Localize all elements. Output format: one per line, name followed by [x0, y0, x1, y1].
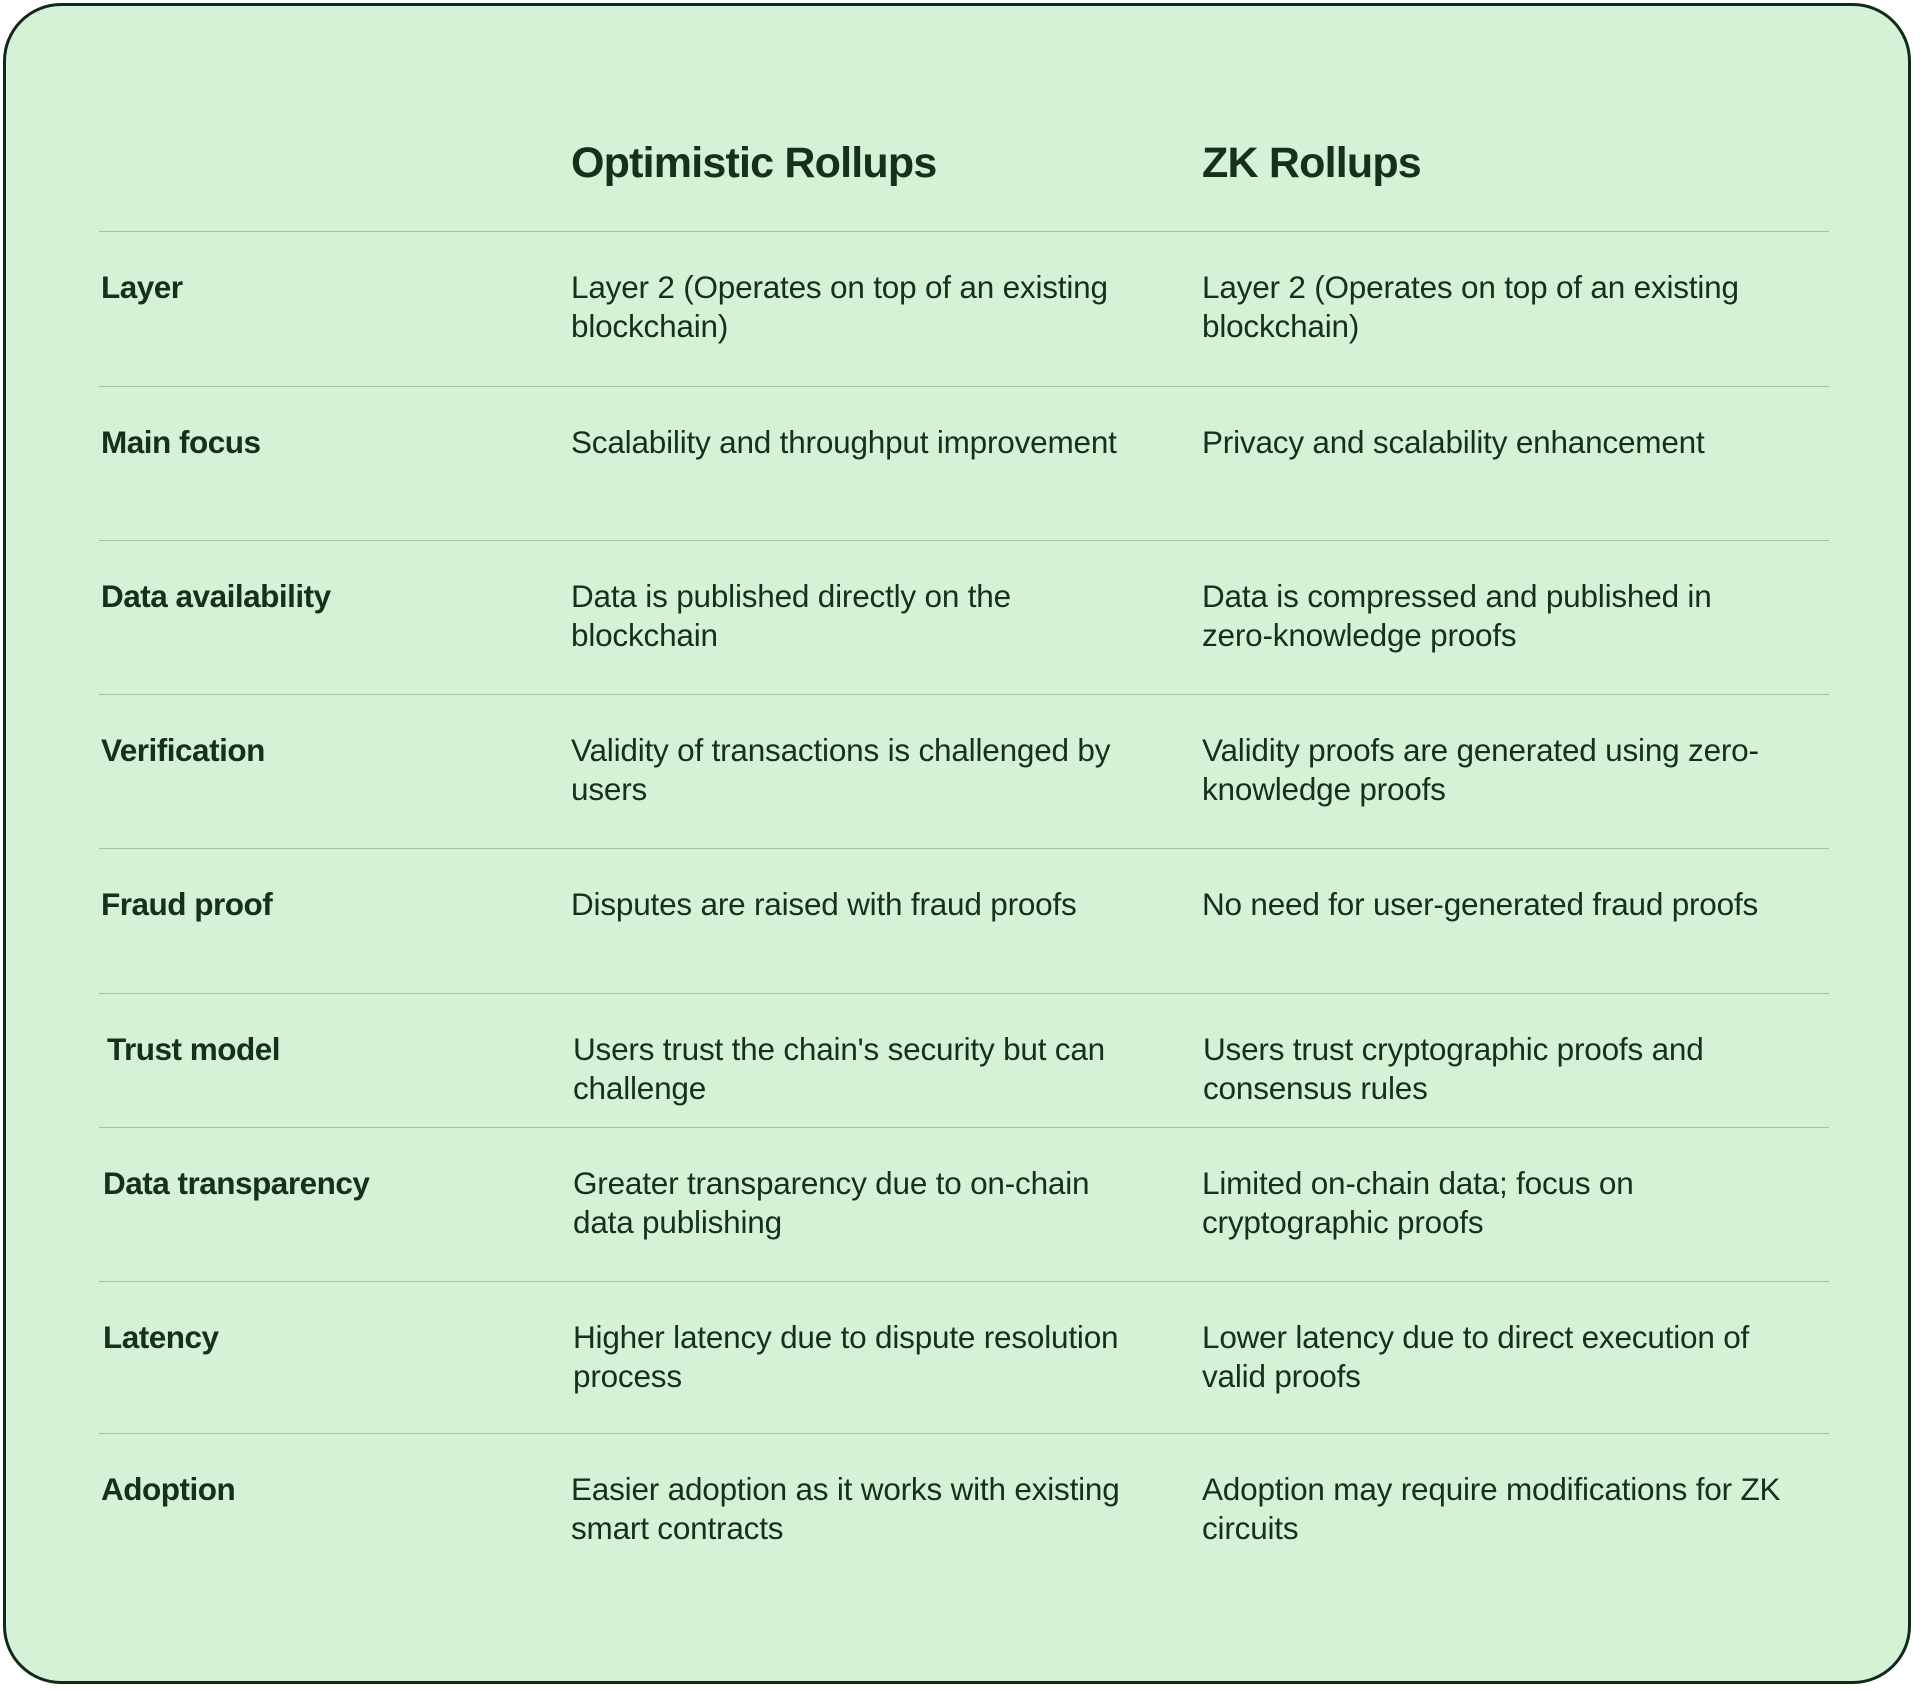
column-header-optimistic-rollups: Optimistic Rollups	[571, 139, 937, 187]
optimistic-cell: Higher latency due to dispute resolution process	[573, 1319, 1119, 1394]
optimistic-cell: Easier adoption as it works with existing smart contracts	[571, 1471, 1120, 1546]
zk-cell: Users trust cryptographic proofs and consensus rules	[1203, 1031, 1704, 1106]
table-row-latency	[99, 1282, 1829, 1434]
optimistic-cell: Validity of transactions is challenged by users	[571, 732, 1111, 807]
row-label: Fraud proof	[101, 886, 273, 922]
zk-cell: Privacy and scalability enhancement	[1202, 424, 1705, 460]
zk-cell: Layer 2 (Operates on top of an existing blockchain)	[1202, 269, 1739, 344]
row-label: Data transparency	[103, 1165, 370, 1201]
zk-cell: Validity proofs are generated using zero-knowledge proofs	[1202, 732, 1759, 807]
row-label: Latency	[103, 1319, 219, 1355]
comparison-table	[99, 6, 1829, 1614]
zk-cell: Data is compressed and published in zero-knowledge proofs	[1202, 578, 1712, 653]
row-label: Trust model	[107, 1031, 281, 1067]
row-label: Layer	[101, 269, 183, 305]
table-row-data-transparency	[99, 1128, 1829, 1282]
row-label: Data availability	[101, 578, 331, 614]
zk-cell: Adoption may require modifications for ZK circuits	[1202, 1471, 1781, 1546]
zk-cell: Lower latency due to direct execution of valid proofs	[1202, 1319, 1750, 1394]
column-header-zk-rollups: ZK Rollups	[1202, 139, 1421, 187]
row-label: Main focus	[101, 424, 261, 460]
table-row-adoption	[99, 1434, 1829, 1614]
table-row-layer	[99, 232, 1829, 387]
table-row-data-availability	[99, 541, 1829, 695]
zk-cell: No need for user-generated fraud proofs	[1202, 886, 1759, 922]
optimistic-cell: Users trust the chain's security but can challenge	[573, 1031, 1105, 1106]
table-header	[99, 6, 1829, 232]
optimistic-cell: Disputes are raised with fraud proofs	[571, 886, 1077, 922]
optimistic-cell: Layer 2 (Operates on top of an existing blockchain)	[571, 269, 1108, 344]
comparison-card	[3, 3, 1911, 1684]
optimistic-cell: Data is published directly on the blockchain	[571, 578, 1011, 653]
table-row-verification	[99, 695, 1829, 849]
row-label: Verification	[101, 732, 265, 768]
row-label: Adoption	[101, 1471, 236, 1507]
table-row-fraud-proof	[99, 849, 1829, 994]
table-row-main-focus	[99, 387, 1829, 541]
table-row-trust-model	[99, 994, 1829, 1128]
optimistic-cell: Greater transparency due to on-chain data publishing	[573, 1165, 1090, 1240]
optimistic-cell: Scalability and throughput improvement	[571, 424, 1117, 460]
zk-cell: Limited on-chain data; focus on cryptographic proofs	[1202, 1165, 1634, 1240]
